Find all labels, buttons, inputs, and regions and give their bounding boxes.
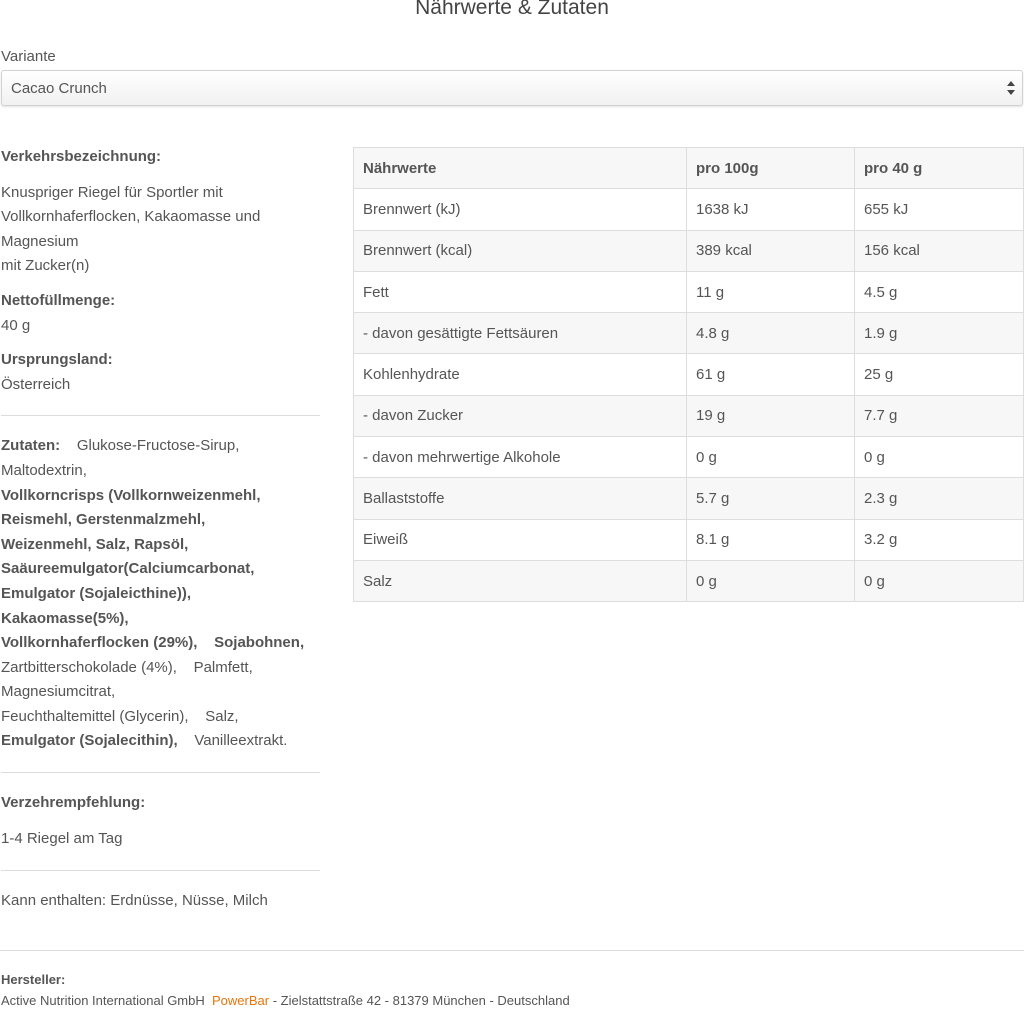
nutrition-row <box>354 519 1024 560</box>
nutrition-header-row <box>354 148 1024 189</box>
value-per-100g: 11 g <box>687 271 855 312</box>
ingredient: Palmfett, <box>193 658 253 676</box>
nutrient-name: Kohlenhydrate <box>354 354 687 395</box>
nutrient-name: Salz <box>354 560 687 601</box>
nutrition-row <box>354 230 1024 271</box>
value-per-portion: 3.2 g <box>855 519 1024 560</box>
variant-label: Variante <box>1 48 56 65</box>
value-per-portion: 0 g <box>855 560 1024 601</box>
nutrient-name: - davon gesättigte Fettsäuren <box>354 313 687 354</box>
value-per-100g: 0 g <box>687 560 855 601</box>
ingredient: Zartbitterschokolade (4%), <box>1 658 177 676</box>
ingredient: Reismehl, Gerstenmalzmehl, <box>1 511 206 529</box>
nutrient-name: Fett <box>354 271 687 312</box>
brand-link[interactable]: PowerBar <box>212 993 270 1008</box>
value-per-portion: 156 kcal <box>855 230 1024 271</box>
nutrient-name: - davon mehrwertige Alkohole <box>354 437 687 478</box>
nutrition-row <box>354 560 1024 601</box>
ingredient: Maltodextrin, <box>1 461 87 479</box>
value-per-100g: 389 kcal <box>687 230 855 271</box>
origin-label: Ursprungsland: <box>1 351 113 369</box>
ingredient: Kakaomasse(5%), <box>1 609 129 627</box>
ingredient: Magnesiumcitrat, <box>1 683 116 701</box>
ingredient: Vanilleextrakt. <box>194 732 288 750</box>
divider <box>1 772 320 773</box>
allergen-note: Kann enthalten: Erdnüsse, Nüsse, Milch <box>1 892 268 910</box>
ingredients-text <box>1 434 321 754</box>
divider <box>1 870 320 871</box>
value-per-100g: 8.1 g <box>687 519 855 560</box>
nutrition-row <box>354 395 1024 436</box>
value-per-portion: 1.9 g <box>855 313 1024 354</box>
nutrient-name: Brennwert (kJ) <box>354 189 687 230</box>
value-per-portion: 25 g <box>855 354 1024 395</box>
designation-line: Vollkornhaferflocken, Kakaomasse und <box>1 208 261 226</box>
select-arrows-icon <box>1006 80 1016 96</box>
ingredient: Emulgator (Sojaleicthine)), <box>1 584 192 602</box>
manufacturer-address: - Zielstattstraße 42 - 81379 München - Deutschland <box>269 993 570 1008</box>
designation-line: Magnesium <box>1 232 79 250</box>
header-per-100g: pro 100g <box>687 148 855 189</box>
ingredients-label: Zutaten: <box>1 437 61 455</box>
nutrient-name: Eiweiß <box>354 519 687 560</box>
ingredient: Feuchthaltemittel (Glycerin), <box>1 707 189 725</box>
ingredient: Vollkornhaferflocken (29%), <box>1 634 198 652</box>
manufacturer-label: Hersteller: <box>1 972 66 987</box>
nutrition-table <box>353 147 1024 602</box>
origin-value: Österreich <box>1 375 71 393</box>
manufacturer-info <box>1 993 570 1008</box>
nutrition-row <box>354 354 1024 395</box>
value-per-portion: 7.7 g <box>855 395 1024 436</box>
ingredient: Weizenmehl, Salz, Rapsöl, <box>1 535 189 553</box>
ingredient: Emulgator (Sojalecithin), <box>1 732 178 750</box>
value-per-portion: 2.3 g <box>855 478 1024 519</box>
value-per-100g: 19 g <box>687 395 855 436</box>
value-per-100g: 1638 kJ <box>687 189 855 230</box>
nutrition-row <box>354 437 1024 478</box>
value-per-100g: 61 g <box>687 354 855 395</box>
recommendation-label: Verzehrempfehlung: <box>1 794 146 812</box>
designation-line: Knuspriger Riegel für Sportler mit <box>1 183 223 201</box>
nutrient-name: Brennwert (kcal) <box>354 230 687 271</box>
nutrition-row <box>354 189 1024 230</box>
footer-divider <box>0 950 1024 951</box>
ingredient: Glukose-Fructose-Sirup, <box>76 437 240 455</box>
value-per-100g: 4.8 g <box>687 313 855 354</box>
nutrition-row <box>354 271 1024 312</box>
value-per-portion: 0 g <box>855 437 1024 478</box>
net-quantity-value: 40 g <box>1 316 31 334</box>
ingredient: Vollkorncrisps (Vollkornweizenmehl, <box>1 486 261 504</box>
nutrition-row <box>354 478 1024 519</box>
recommendation-value: 1-4 Riegel am Tag <box>1 829 123 847</box>
value-per-100g: 0 g <box>687 437 855 478</box>
ingredient: Sojabohnen, <box>214 634 305 652</box>
variant-select[interactable] <box>1 70 1023 106</box>
ingredient: Saäureemulgator(Calciumcarbonat, <box>1 560 255 578</box>
designation-line: mit Zucker(n) <box>1 257 90 275</box>
header-per-portion: pro 40 g <box>855 148 1024 189</box>
manufacturer-company: Active Nutrition International GmbH <box>1 993 205 1008</box>
value-per-100g: 5.7 g <box>687 478 855 519</box>
nutrient-name: Ballaststoffe <box>354 478 687 519</box>
nutrition-row <box>354 313 1024 354</box>
net-quantity-label: Nettofüllmenge: <box>1 291 116 309</box>
product-info <box>1 145 321 914</box>
value-per-portion: 655 kJ <box>855 189 1024 230</box>
designation-text <box>1 181 321 279</box>
designation-label: Verkehrsbezeichnung: <box>1 148 162 165</box>
nutrient-name: - davon Zucker <box>354 395 687 436</box>
page-title: Nährwerte & Zutaten <box>415 0 609 19</box>
divider <box>1 415 320 416</box>
variant-selected-value: Cacao Crunch <box>11 80 107 97</box>
header-nutrient: Nährwerte <box>354 148 687 189</box>
value-per-portion: 4.5 g <box>855 271 1024 312</box>
ingredient: Salz, <box>205 707 239 725</box>
